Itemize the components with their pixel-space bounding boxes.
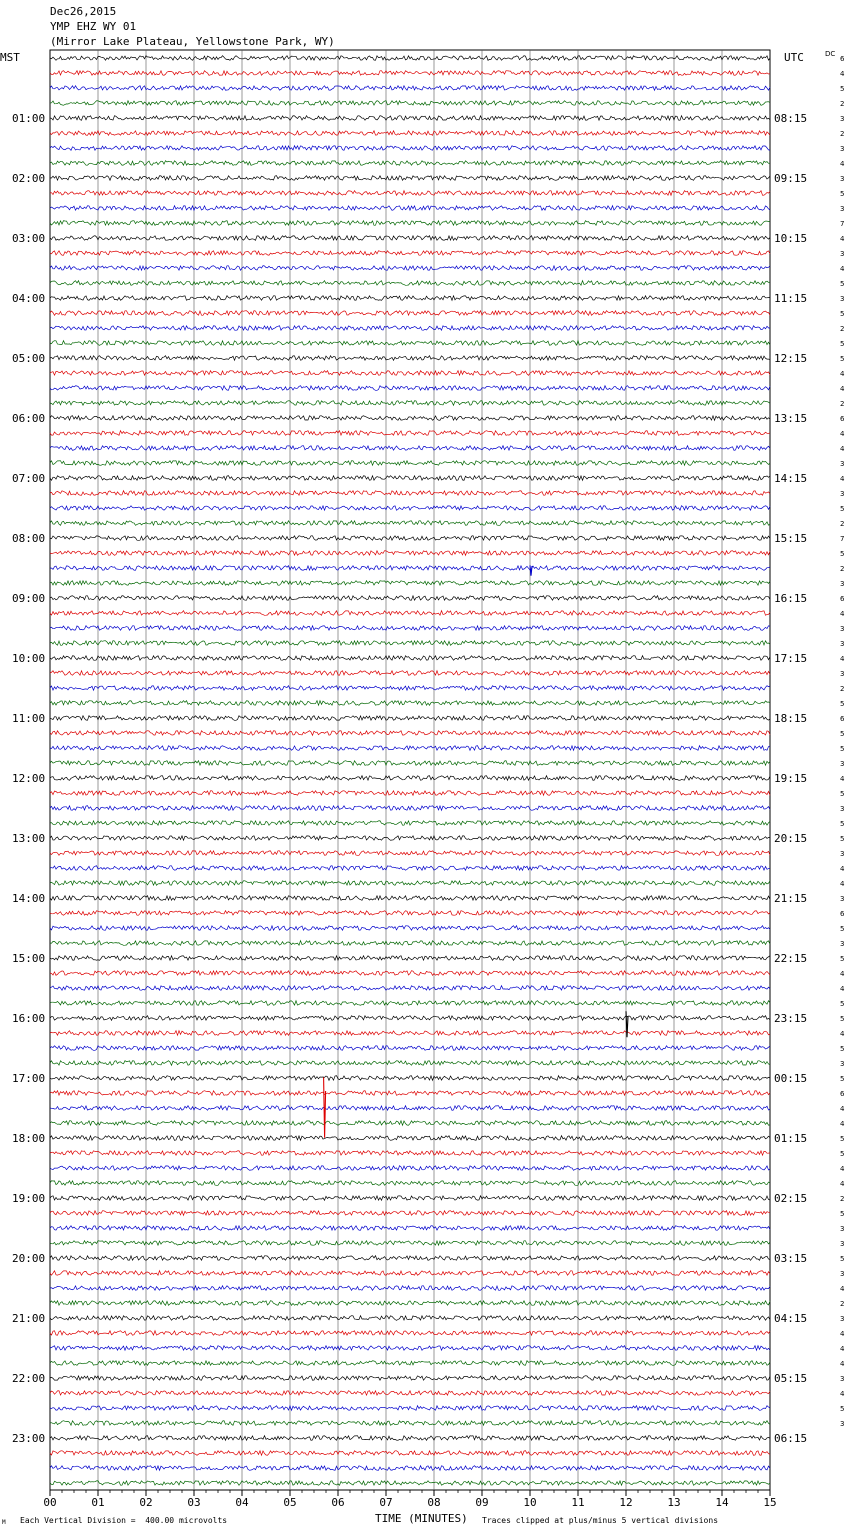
hour-label-right: 05:15 <box>774 1372 808 1385</box>
trace-line <box>50 356 770 361</box>
trace-line <box>50 131 770 136</box>
dc-value: 4 <box>840 160 845 168</box>
x-tick-label: 09 <box>475 1496 489 1509</box>
trace-line <box>50 176 770 181</box>
dc-value: 4 <box>840 865 845 873</box>
trace-line <box>50 296 770 301</box>
dc-value: 5 <box>840 835 845 843</box>
dc-value: 3 <box>840 850 845 858</box>
trace-line <box>50 551 770 556</box>
x-tick-label: 10 <box>523 1496 537 1509</box>
x-tick-label: 13 <box>667 1496 681 1509</box>
dc-value: 4 <box>840 475 845 483</box>
trace-line <box>50 1061 770 1066</box>
trace-line <box>50 506 770 511</box>
dc-value: 7 <box>840 220 845 228</box>
trace-line <box>50 1136 770 1141</box>
dc-value: 5 <box>840 1405 845 1413</box>
dc-value: 5 <box>840 1045 845 1053</box>
hour-label-left: 07:00 <box>12 472 46 485</box>
dc-value: 5 <box>840 925 845 933</box>
dc-label: DC <box>825 50 836 58</box>
dc-value: 5 <box>840 1015 845 1023</box>
hour-label-left: 10:00 <box>12 652 46 665</box>
trace-line <box>50 881 770 886</box>
trace-line <box>50 1466 770 1471</box>
dc-value: 2 <box>840 520 845 528</box>
dc-value: 3 <box>840 895 845 903</box>
dc-value: 3 <box>840 1225 845 1233</box>
dc-value: 2 <box>840 400 845 408</box>
trace-line <box>50 1046 770 1051</box>
hour-label-left: 16:00 <box>12 1012 46 1025</box>
hour-label-right: 02:15 <box>774 1192 808 1205</box>
hour-label-left: 23:00 <box>12 1432 46 1445</box>
trace-line <box>50 1436 770 1441</box>
dc-value: 6 <box>840 910 845 918</box>
dc-value: 5 <box>840 355 845 363</box>
dc-value: 6 <box>840 715 845 723</box>
trace-line <box>50 1286 770 1291</box>
dc-value: 5 <box>840 1000 845 1008</box>
trace-line <box>50 926 770 931</box>
trace-line <box>50 1166 770 1171</box>
hour-label-right: 22:15 <box>774 952 808 965</box>
dc-value: 4 <box>840 985 845 993</box>
hour-label-left: 22:00 <box>12 1372 46 1385</box>
dc-value: 3 <box>840 250 845 258</box>
dc-value: 5 <box>840 340 845 348</box>
x-tick-label: 04 <box>235 1496 249 1509</box>
dc-value: 6 <box>840 415 845 423</box>
hour-label-right: 03:15 <box>774 1252 808 1265</box>
trace-line <box>50 626 770 631</box>
trace-line <box>50 266 770 271</box>
trace-line <box>50 1076 770 1081</box>
trace-line <box>50 281 770 286</box>
dc-value: 4 <box>840 430 845 438</box>
right-timezone-label: UTC <box>784 51 804 64</box>
trace-line <box>50 716 770 721</box>
dc-value: 6 <box>840 1090 845 1098</box>
trace-line <box>50 1031 770 1036</box>
x-tick-label: 00 <box>43 1496 57 1509</box>
dc-value: 5 <box>840 700 845 708</box>
hour-label-left: 02:00 <box>12 172 46 185</box>
trace-line <box>50 101 770 106</box>
seismic-event-spike <box>324 1077 326 1137</box>
dc-value: 5 <box>840 280 845 288</box>
dc-value: 4 <box>840 775 845 783</box>
trace-line <box>50 446 770 451</box>
dc-value: 4 <box>840 880 845 888</box>
trace-line <box>50 656 770 661</box>
trace-line <box>50 941 770 946</box>
trace-line <box>50 596 770 601</box>
trace-line <box>50 611 770 616</box>
clip-note: Traces clipped at plus/minus 5 vertical divisions <box>482 1516 719 1525</box>
x-tick-label: 12 <box>619 1496 633 1509</box>
hour-label-right: 15:15 <box>774 532 808 545</box>
trace-line <box>50 791 770 796</box>
dc-value: 3 <box>840 805 845 813</box>
dc-value: 5 <box>840 1150 845 1158</box>
dc-value: 6 <box>840 595 845 603</box>
trace-line <box>50 386 770 391</box>
dc-value: 5 <box>840 790 845 798</box>
trace-line <box>50 1376 770 1381</box>
trace-line <box>50 1181 770 1186</box>
dc-value: 4 <box>840 970 845 978</box>
trace-line <box>50 1391 770 1396</box>
trace-line <box>50 1406 770 1411</box>
x-tick-label: 14 <box>715 1496 729 1509</box>
dc-value: 5 <box>840 955 845 963</box>
corner-mark: M <box>2 1519 6 1526</box>
trace-line <box>50 1091 770 1096</box>
dc-value: 5 <box>840 820 845 828</box>
dc-value: 4 <box>840 385 845 393</box>
trace-line <box>50 1421 770 1426</box>
trace-line <box>50 191 770 196</box>
trace-line <box>50 1106 770 1111</box>
header-date: Dec26,2015 <box>50 5 117 18</box>
trace-line <box>50 206 770 211</box>
trace-line <box>50 821 770 826</box>
dc-value: 3 <box>840 1270 845 1278</box>
scale-note: Each Vertical Division = 400.00 microvolts <box>20 1516 228 1525</box>
hour-label-right: 14:15 <box>774 472 808 485</box>
dc-value: 3 <box>840 1315 845 1323</box>
x-tick-label: 03 <box>187 1496 201 1509</box>
trace-line <box>50 1271 770 1276</box>
dc-value: 3 <box>840 1375 845 1383</box>
trace-line <box>50 776 770 781</box>
seismic-event-spike <box>626 1011 628 1037</box>
hour-label-left: 03:00 <box>12 232 46 245</box>
x-tick-label: 08 <box>427 1496 441 1509</box>
trace-line <box>50 581 770 586</box>
x-tick-label: 05 <box>283 1496 297 1509</box>
hour-label-right: 08:15 <box>774 112 808 125</box>
trace-line <box>50 1001 770 1006</box>
dc-value: 4 <box>840 1360 845 1368</box>
trace-line <box>50 326 770 331</box>
hour-label-right: 23:15 <box>774 1012 808 1025</box>
dc-value: 2 <box>840 130 845 138</box>
dc-value: 2 <box>840 685 845 693</box>
hour-label-right: 19:15 <box>774 772 808 785</box>
dc-value: 4 <box>840 1105 845 1113</box>
hour-label-left: 13:00 <box>12 832 46 845</box>
dc-value: 3 <box>840 1420 845 1428</box>
hour-label-left: 08:00 <box>12 532 46 545</box>
hour-label-right: 13:15 <box>774 412 808 425</box>
dc-value: 5 <box>840 730 845 738</box>
dc-value: 4 <box>840 1390 845 1398</box>
x-tick-label: 06 <box>331 1496 345 1509</box>
trace-line <box>50 971 770 976</box>
trace-line <box>50 1151 770 1156</box>
hour-label-right: 06:15 <box>774 1432 808 1445</box>
hour-label-right: 18:15 <box>774 712 808 725</box>
trace-line <box>50 236 770 241</box>
hour-label-right: 16:15 <box>774 592 808 605</box>
hour-label-right: 20:15 <box>774 832 808 845</box>
x-tick-label: 01 <box>91 1496 105 1509</box>
trace-line <box>50 1316 770 1321</box>
header-station: YMP EHZ WY 01 <box>50 20 137 33</box>
hour-label-right: 12:15 <box>774 352 808 365</box>
seismic-event-spike <box>530 565 532 575</box>
trace-line <box>50 746 770 751</box>
trace-line <box>50 911 770 916</box>
trace-line <box>50 806 770 811</box>
trace-line <box>50 866 770 871</box>
dc-value: 3 <box>840 145 845 153</box>
dc-value: 3 <box>840 295 845 303</box>
dc-value: 2 <box>840 565 845 573</box>
dc-value: 4 <box>840 370 845 378</box>
dc-value: 5 <box>840 1135 845 1143</box>
trace-line <box>50 416 770 421</box>
trace-line <box>50 1481 770 1486</box>
hour-label-left: 12:00 <box>12 772 46 785</box>
x-axis-title: TIME (MINUTES) <box>375 1512 468 1525</box>
axes-group <box>12 55 845 1509</box>
hour-label-right: 21:15 <box>774 892 808 905</box>
dc-value: 4 <box>840 1030 845 1038</box>
dc-value: 4 <box>840 610 845 618</box>
left-timezone-label: MST <box>0 51 20 64</box>
hour-label-left: 21:00 <box>12 1312 46 1325</box>
trace-line <box>50 341 770 346</box>
hour-label-left: 04:00 <box>12 292 46 305</box>
trace-line <box>50 536 770 541</box>
dc-value: 5 <box>840 190 845 198</box>
trace-line <box>50 371 770 376</box>
dc-value: 5 <box>840 1075 845 1083</box>
trace-line <box>50 1016 770 1021</box>
trace-line <box>50 1241 770 1246</box>
trace-line <box>50 1451 770 1456</box>
trace-line <box>50 1211 770 1216</box>
trace-line <box>50 641 770 646</box>
hour-label-left: 15:00 <box>12 952 46 965</box>
dc-value: 5 <box>840 1210 845 1218</box>
dc-value: 3 <box>840 580 845 588</box>
dc-value: 3 <box>840 175 845 183</box>
trace-line <box>50 476 770 481</box>
trace-line <box>50 491 770 496</box>
trace-line <box>50 1331 770 1336</box>
header-location: (Mirror Lake Plateau, Yellowstone Park, WY) <box>50 35 335 48</box>
dc-value: 4 <box>840 235 845 243</box>
hour-label-right: 09:15 <box>774 172 808 185</box>
dc-value: 3 <box>840 460 845 468</box>
dc-value: 6 <box>840 55 845 63</box>
dc-value: 3 <box>840 760 845 768</box>
hour-label-left: 14:00 <box>12 892 46 905</box>
dc-value: 5 <box>840 310 845 318</box>
dc-value: 2 <box>840 325 845 333</box>
trace-line <box>50 221 770 226</box>
hour-label-left: 11:00 <box>12 712 46 725</box>
dc-value: 3 <box>840 205 845 213</box>
dc-value: 2 <box>840 100 845 108</box>
hour-label-left: 09:00 <box>12 592 46 605</box>
trace-line <box>50 86 770 91</box>
hour-label-right: 00:15 <box>774 1072 808 1085</box>
dc-value: 5 <box>840 745 845 753</box>
dc-value: 5 <box>840 550 845 558</box>
trace-line <box>50 71 770 76</box>
hour-label-left: 20:00 <box>12 1252 46 1265</box>
dc-value: 4 <box>840 1285 845 1293</box>
dc-value: 5 <box>840 1255 845 1263</box>
x-tick-label: 11 <box>571 1496 585 1509</box>
hour-label-left: 19:00 <box>12 1192 46 1205</box>
trace-line <box>50 566 770 571</box>
dc-value: 7 <box>840 535 845 543</box>
trace-line <box>50 986 770 991</box>
dc-value: 5 <box>840 505 845 513</box>
x-tick-label: 02 <box>139 1496 153 1509</box>
hour-label-left: 17:00 <box>12 1072 46 1085</box>
dc-value: 4 <box>840 265 845 273</box>
dc-value: 3 <box>840 1240 845 1248</box>
trace-line <box>50 401 770 406</box>
hour-label-left: 05:00 <box>12 352 46 365</box>
dc-value: 3 <box>840 640 845 648</box>
hour-label-left: 06:00 <box>12 412 46 425</box>
trace-line <box>50 146 770 151</box>
trace-line <box>50 116 770 121</box>
dc-value: 2 <box>840 1300 845 1308</box>
dc-value: 4 <box>840 1345 845 1353</box>
trace-line <box>50 1346 770 1351</box>
trace-line <box>50 1301 770 1306</box>
dc-value: 3 <box>840 490 845 498</box>
trace-line <box>50 251 770 256</box>
dc-value: 4 <box>840 70 845 78</box>
trace-line <box>50 836 770 841</box>
dc-value: 2 <box>840 1195 845 1203</box>
dc-value: 4 <box>840 1165 845 1173</box>
dc-value: 3 <box>840 625 845 633</box>
hour-label-right: 17:15 <box>774 652 808 665</box>
trace-line <box>50 851 770 856</box>
dc-value: 4 <box>840 655 845 663</box>
dc-value: 4 <box>840 445 845 453</box>
trace-line <box>50 731 770 736</box>
hour-label-right: 01:15 <box>774 1132 808 1145</box>
dc-value: 4 <box>840 1180 845 1188</box>
dc-value: 4 <box>840 1120 845 1128</box>
dc-value: 4 <box>840 1330 845 1338</box>
hour-label-right: 10:15 <box>774 232 808 245</box>
dc-value: 5 <box>840 85 845 93</box>
trace-line <box>50 1196 770 1201</box>
dc-value: 3 <box>840 115 845 123</box>
trace-line <box>50 896 770 901</box>
hour-label-left: 18:00 <box>12 1132 46 1145</box>
trace-line <box>50 521 770 526</box>
x-tick-label: 15 <box>763 1496 777 1509</box>
trace-line <box>50 686 770 691</box>
x-tick-label: 07 <box>379 1496 393 1509</box>
trace-group <box>50 56 770 1486</box>
dc-value: 3 <box>840 1060 845 1068</box>
trace-line <box>50 161 770 166</box>
hour-label-left: 01:00 <box>12 112 46 125</box>
dc-value: 3 <box>840 940 845 948</box>
trace-line <box>50 701 770 706</box>
trace-line <box>50 56 770 61</box>
hour-label-right: 11:15 <box>774 292 808 305</box>
trace-line <box>50 1121 770 1126</box>
trace-line <box>50 1226 770 1231</box>
trace-line <box>50 461 770 466</box>
dc-value: 3 <box>840 670 845 678</box>
trace-line <box>50 431 770 436</box>
trace-line <box>50 1256 770 1261</box>
trace-line <box>50 311 770 316</box>
trace-line <box>50 671 770 676</box>
trace-line <box>50 1361 770 1366</box>
trace-line <box>50 761 770 766</box>
trace-line <box>50 956 770 961</box>
hour-label-right: 04:15 <box>774 1312 808 1325</box>
